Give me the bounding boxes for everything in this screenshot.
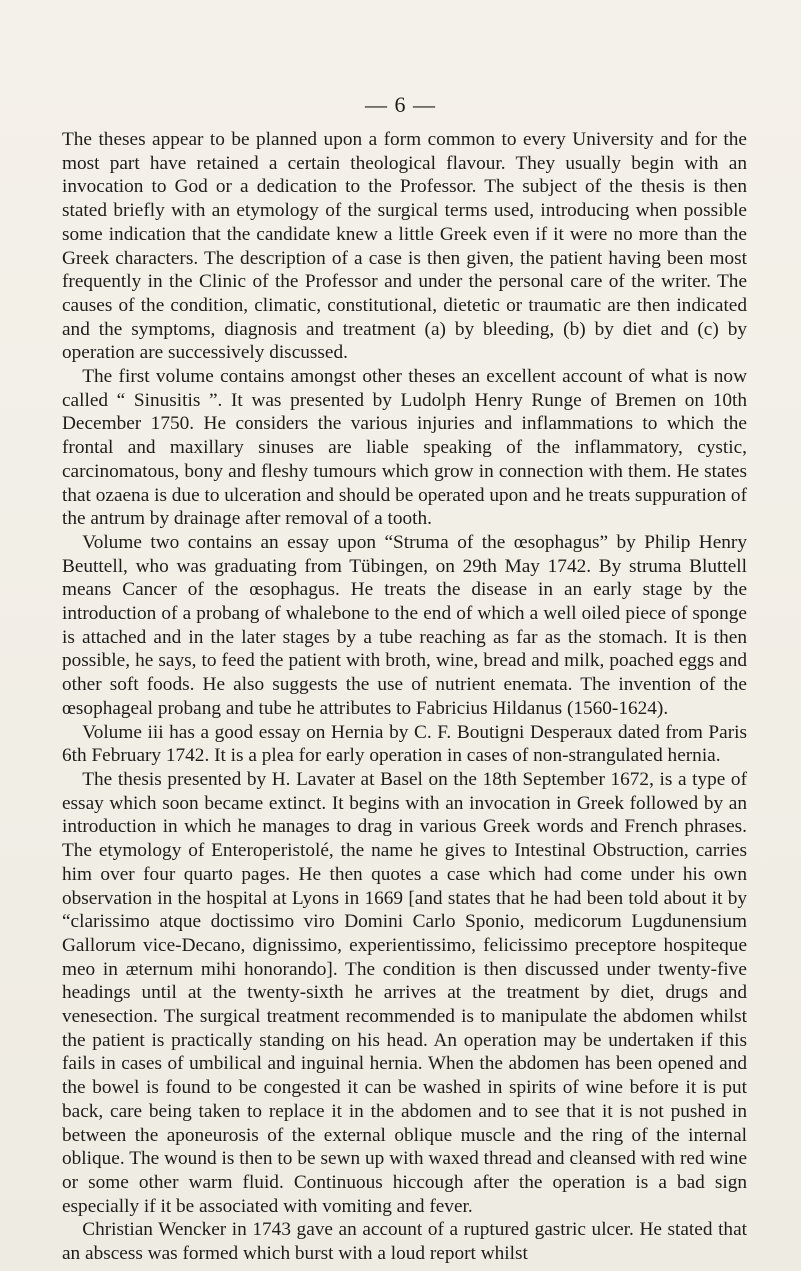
page-number: — 6 — [365, 92, 436, 117]
paragraph-thesis-form: The theses appear to be planned upon a form common to every University and for the most part have retained a certain theological flavour. They usually begin with an invocation to God or a dedication to the Professor. The subject of the thesis is then stated briefly with an etymology of the surgical terms used, introducing when possible some indication that the candidate knew a little Greek even if it were no more than the Greek characters. The description of a case is then given, the patient having been most frequently in the Clinic of the Professor and under the personal care of the writer. The causes of the condition, climatic, constitutional, dietetic or traumatic are then indicated and the symptoms, diagnosis and treatment (a) by bleeding, (b) by diet and (c) by operation are successively discussed. [62, 129, 747, 364]
paragraph-sinusitis: The first volume contains amongst other theses an excellent account of what is now called “ Sinusitis ”. It was presented by Ludolph Henry Runge of Bremen on 10th December 1750. He considers the various injuries and inflammations to which the frontal and maxillary sinuses are liable speaking of the inflammatory, cystic, carcinomatous, bony and fleshy tumours which grow in connection with them. He states that ozaena is due to ulceration and should be operated upon and he treats suppuration of the antrum by drainage after removal of a tooth. [62, 366, 747, 530]
paragraph-hernia: Volume iii has a good essay on Hernia by C. F. Boutigni Desperaux dated from Paris 6th February 1742. It is a plea for early operation in cases of non-strangulated hernia. [62, 721, 747, 767]
paragraph-lavater-thesis: The thesis presented by H. Lavater at Basel on the 18th September 1672, is a type of essay which soon became extinct. It begins with an invocation in Greek followed by an introduction in which he manages to drag in various Greek words and French phrases. The etymology of Enteroperistolé, the name he gives to Intestinal Obstruction, carries him over four quarto pages. He then quotes a case which had come under his own observation in the hospital at Lyons in 1669 [and states that he had been told about it by “clarissimo atque doctissimo viro Domini Carlo Sponio, medicorum Lugdunensium Gallorum vice-Decano, dignissimo, experientissimo, felicissimo preceptore hospiteque meo in æternum mihi honorando]. The condition is then discussed under twenty-five headings until at the twenty-sixth he arrives at the treatment by diet, drugs and venesection. The surgical treatment recommended is to manipulate the abdomen whilst the patient is practically standing on his head. An operation may be undertaken if this fails in cases of umbilical and inguinal hernia. When the abdomen has been opened and the bowel is found to be congested it can be washed in spirits of wine before it is put back, care being taken to replace it in the abdomen and to see that it is not pushed in between the aponeurosis of the external oblique muscle and the ring of the internal oblique. The wound is then to be sewn up with waxed thread and cleansed with red wine or some other warm fluid. Continuous hiccough after the operation is a bad sign especially if it be associated with vomiting and fever. [62, 768, 747, 1217]
paragraph-gastric-ulcer: Christian Wencker in 1743 gave an account of a ruptured gastric ulcer. He stated that an abscess was formed which burst with a loud report whilst [62, 1219, 747, 1265]
body-text [62, 128, 747, 1266]
paragraph-struma-oesophagus: Volume two contains an essay upon “Struma of the œsophagus” by Philip Henry Beuttell, who was graduating from Tübingen, on 29th May 1742. By struma Bluttell means Cancer of the œsophagus. He treats the disease in an early stage by the introduction of a probang of whalebone to the end of which a well oiled piece of sponge is attached and in the later stages by a tube reaching as far as the stomach. It is then possible, he says, to feed the patient with broth, wine, bread and milk, poached eggs and other soft foods. He also suggests the use of nutrient enemata. The invention of the œsophageal probang and tube he attributes to Fabricius Hildanus (1560-1624). [62, 531, 747, 719]
